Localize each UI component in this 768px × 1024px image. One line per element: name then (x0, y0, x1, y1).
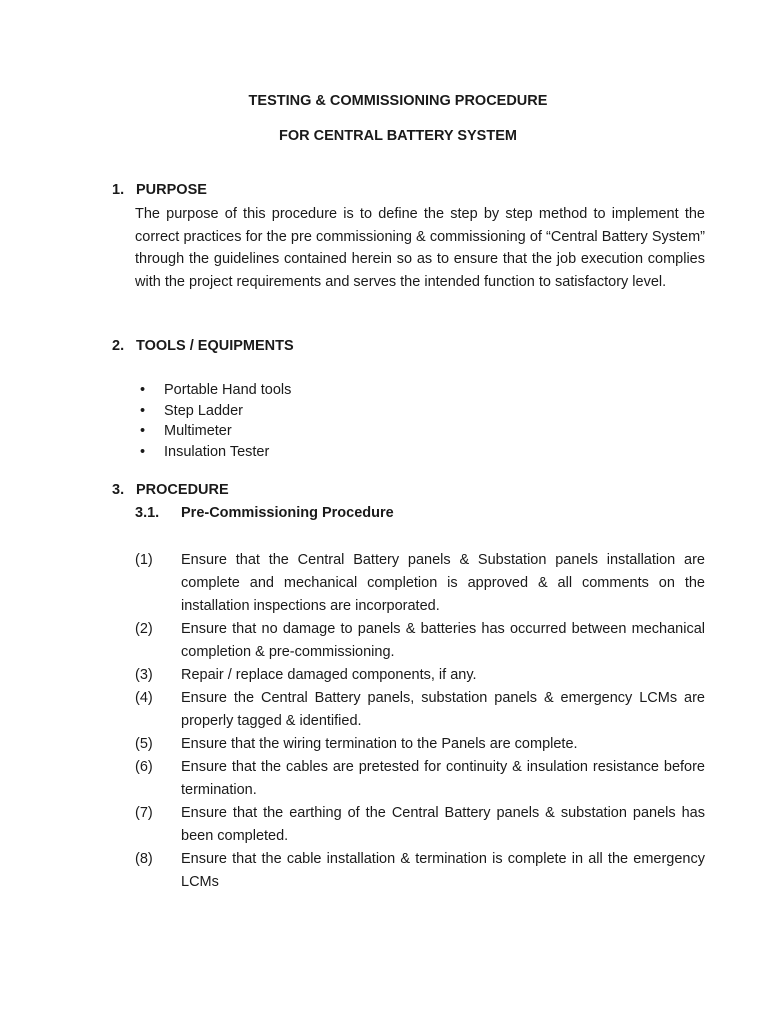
section-number: 3. (112, 482, 125, 498)
procedure-steps (135, 549, 705, 894)
list-item (135, 442, 291, 463)
bullet-icon: • (140, 402, 146, 419)
list-item-text: Insulation Tester (164, 443, 270, 460)
subsection-title: Pre-Commissioning Procedure (181, 505, 394, 521)
list-item (135, 401, 291, 422)
section-number: 1. (112, 182, 125, 198)
subsection-number: 3.1. (135, 505, 160, 521)
section-title: PURPOSE (136, 182, 207, 198)
step-text: Ensure that the Central Battery panels & Substation panels installation are complete and mechanical completion is approved & all comments on the installation inspections are incorporated. (181, 552, 705, 614)
step-number: (4) (135, 690, 153, 706)
section-number: 2. (112, 338, 125, 354)
step-text: Ensure that the earthing of the Central Battery panels & substation panels has been completed. (181, 805, 705, 844)
procedure-step (135, 618, 705, 664)
section-title: TOOLS / EQUIPMENTS (136, 338, 294, 354)
document-title: TESTING & COMMISSIONING PROCEDURE (248, 93, 548, 109)
bullet-icon: • (140, 423, 146, 439)
step-number: (1) (135, 552, 153, 568)
procedure-step (135, 802, 705, 848)
step-text: Ensure that the cable installation & termination is complete in all the emergency LCMs (181, 851, 705, 890)
procedure-step (135, 848, 705, 894)
section-heading-procedure (112, 482, 229, 498)
step-number: (2) (135, 621, 153, 637)
subsection-heading (135, 505, 394, 521)
procedure-step (135, 549, 705, 618)
step-text: Repair / replace damaged components, if any. (181, 667, 477, 683)
step-text: Ensure that no damage to panels & batteries has occurred between mechanical completion & pre-commissioning. (181, 621, 705, 660)
list-item-text: Multimeter (164, 423, 232, 439)
bullet-icon: • (140, 382, 146, 398)
step-number: (7) (135, 805, 153, 821)
step-number: (6) (135, 759, 153, 775)
document-subtitle: FOR CENTRAL BATTERY SYSTEM (279, 128, 517, 144)
tools-list (135, 380, 291, 462)
list-item-text: Step Ladder (164, 402, 244, 419)
procedure-step (135, 664, 705, 687)
step-number: (3) (135, 667, 153, 683)
step-number: (5) (135, 736, 153, 752)
section-heading-purpose (112, 182, 207, 198)
procedure-step (135, 733, 705, 756)
step-number: (8) (135, 851, 153, 867)
list-item-text: Portable Hand tools (164, 382, 292, 398)
list-item (135, 380, 291, 401)
step-text: Ensure that the cables are pretested for continuity & insulation resistance before termination. (181, 759, 705, 798)
section-title: PROCEDURE (136, 482, 229, 498)
section-heading-tools (112, 338, 294, 354)
procedure-step (135, 687, 705, 733)
step-text: Ensure that the wiring termination to the Panels are complete. (181, 736, 578, 752)
purpose-paragraph: The purpose of this procedure is to define the step by step method to implement the correct practices for the pre commissioning & commissioning of “Central Battery System” through the guidelines contained herein so as to ensure that the job execution complies with the project requirements and serves the intended function to satisfactory level. (135, 206, 705, 290)
list-item (135, 421, 291, 442)
step-text: Ensure the Central Battery panels, substation panels & emergency LCMs are properly tagged & identified. (181, 690, 705, 729)
bullet-icon: • (140, 443, 146, 460)
procedure-step (135, 756, 705, 802)
